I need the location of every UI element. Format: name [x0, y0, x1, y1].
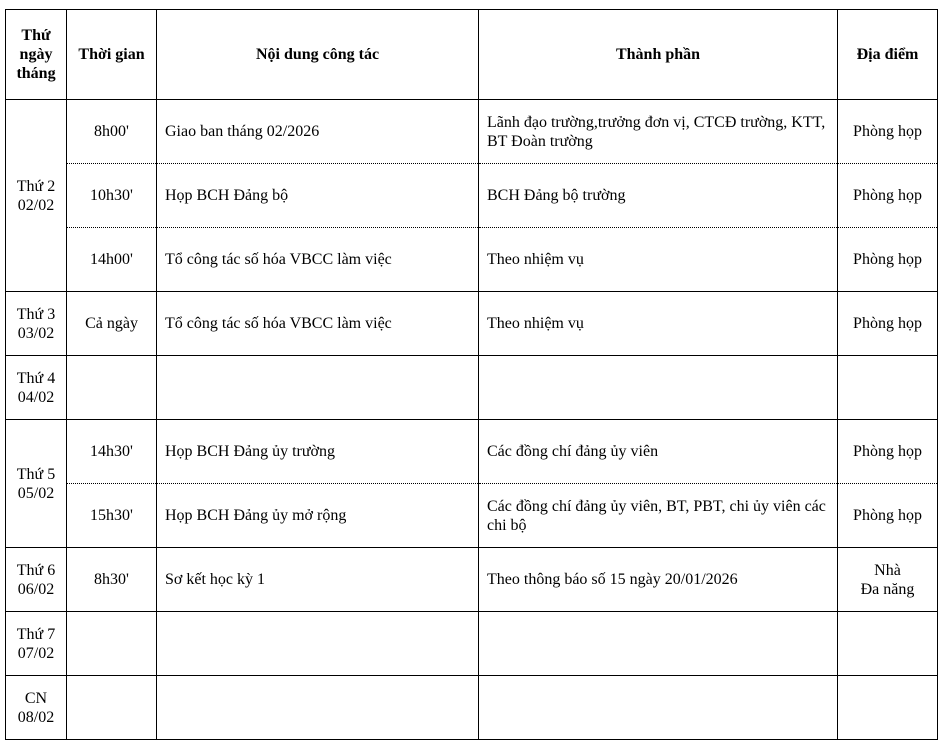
- table-row: [6, 100, 938, 164]
- time-cell: 8h30': [67, 548, 157, 612]
- header-row: [6, 10, 938, 100]
- time-cell: [67, 676, 157, 740]
- day-date: 06/02: [17, 580, 55, 598]
- members-cell: Lãnh đạo trường,trưởng đơn vị, CTCĐ trường, KTT, BT Đoàn trường: [479, 100, 838, 164]
- header-time: Thời gian: [67, 10, 157, 100]
- members-cell: Các đồng chí đảng ủy viên, BT, PBT, chi ủy viên các chi bộ: [479, 484, 838, 548]
- day-label: CN: [24, 689, 48, 707]
- content-cell: [157, 612, 479, 676]
- table-row: [6, 164, 938, 228]
- day-cell-sat: [6, 612, 67, 676]
- content-cell: Giao ban tháng 02/2026: [157, 100, 479, 164]
- place-cell: Phòng họp: [838, 420, 938, 484]
- table-row: [6, 548, 938, 612]
- day-cell-thu: [6, 420, 67, 548]
- table-row: [6, 420, 938, 484]
- time-cell: [67, 356, 157, 420]
- time-cell: [67, 612, 157, 676]
- day-label: Thứ 5: [16, 465, 56, 483]
- content-cell: Họp BCH Đảng ủy mở rộng: [157, 484, 479, 548]
- header-day-line3: tháng: [16, 65, 56, 82]
- place-line2: Đa năng: [860, 580, 915, 598]
- place-cell: Phòng họp: [838, 100, 938, 164]
- content-cell: Họp BCH Đảng bộ: [157, 164, 479, 228]
- members-cell: [479, 612, 838, 676]
- time-cell: 15h30': [67, 484, 157, 548]
- content-cell: [157, 356, 479, 420]
- place-cell: Phòng họp: [838, 484, 938, 548]
- day-label: Thứ 7: [16, 625, 56, 643]
- day-cell-fri: [6, 548, 67, 612]
- day-date: 07/02: [17, 644, 55, 662]
- header-members: Thành phần: [479, 10, 838, 100]
- header-day: [6, 10, 67, 100]
- time-cell: 14h30': [67, 420, 157, 484]
- day-cell-tue: [6, 292, 67, 356]
- place-cell: [838, 612, 938, 676]
- members-cell: Theo nhiệm vụ: [479, 228, 838, 292]
- day-date: 05/02: [17, 484, 55, 502]
- day-label: Thứ 6: [16, 561, 56, 579]
- place-line1: Nhà: [874, 561, 901, 579]
- time-cell: 10h30': [67, 164, 157, 228]
- header-day-line1: Thứ: [21, 27, 51, 44]
- day-date: 08/02: [17, 708, 55, 726]
- time-cell: 14h00': [67, 228, 157, 292]
- table-row: [6, 356, 938, 420]
- table-row: [6, 292, 938, 356]
- place-cell: Phòng họp: [838, 164, 938, 228]
- day-cell-mon: [6, 100, 67, 292]
- time-cell: 8h00': [67, 100, 157, 164]
- place-cell: [838, 676, 938, 740]
- table-row: [6, 676, 938, 740]
- time-cell: Cả ngày: [67, 292, 157, 356]
- table-row: [6, 228, 938, 292]
- members-cell: [479, 356, 838, 420]
- content-cell: Tổ công tác số hóa VBCC làm việc: [157, 292, 479, 356]
- place-cell: Phòng họp: [838, 292, 938, 356]
- header-day-line2: ngày: [19, 46, 53, 63]
- members-cell: Theo nhiệm vụ: [479, 292, 838, 356]
- content-cell: Sơ kết học kỳ 1: [157, 548, 479, 612]
- place-cell: [838, 356, 938, 420]
- members-cell: BCH Đảng bộ trường: [479, 164, 838, 228]
- table-row: [6, 612, 938, 676]
- header-place: Địa điểm: [838, 10, 938, 100]
- members-cell: Theo thông báo số 15 ngày 20/01/2026: [479, 548, 838, 612]
- day-cell-sun: [6, 676, 67, 740]
- place-cell: Phòng họp: [838, 228, 938, 292]
- content-cell: Tổ công tác số hóa VBCC làm việc: [157, 228, 479, 292]
- members-cell: Các đồng chí đảng ủy viên: [479, 420, 838, 484]
- day-label: Thứ 2: [16, 177, 56, 195]
- work-schedule-table: [5, 9, 938, 740]
- table-row: [6, 484, 938, 548]
- day-label: Thứ 3: [16, 305, 56, 323]
- day-cell-wed: [6, 356, 67, 420]
- header-content: Nội dung công tác: [157, 10, 479, 100]
- content-cell: Họp BCH Đảng ủy trường: [157, 420, 479, 484]
- members-cell: [479, 676, 838, 740]
- day-date: 03/02: [17, 324, 55, 342]
- day-label: Thứ 4: [16, 369, 56, 387]
- content-cell: [157, 676, 479, 740]
- day-date: 04/02: [17, 388, 55, 406]
- place-cell: [838, 548, 938, 612]
- day-date: 02/02: [17, 196, 55, 214]
